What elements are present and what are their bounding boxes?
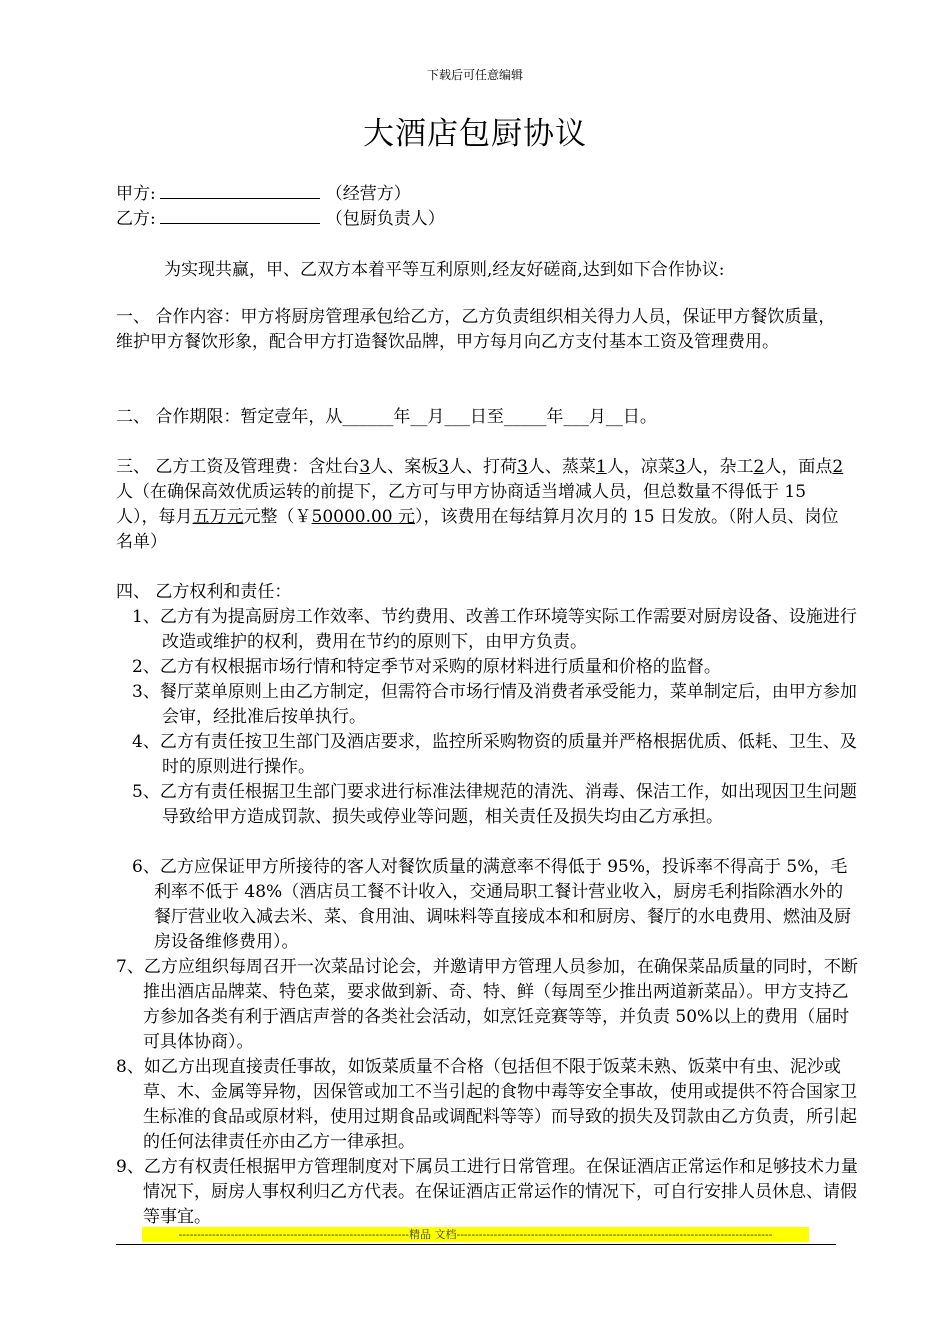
header-note: 下载后可任意编辑 bbox=[426, 68, 523, 82]
party-b-label: 乙方: bbox=[116, 209, 156, 229]
party-a-blank bbox=[160, 181, 320, 199]
party-a-line bbox=[116, 181, 411, 205]
section-2: 二、 合作期限：暂定壹年，从______年__月___日至_____年___月__日。 bbox=[116, 407, 657, 427]
document-title: 大酒店包厨协议 bbox=[363, 116, 587, 152]
rights-item-4: 4、乙方有责任按卫生部门及酒店要求，监控所采购物资的质量并严格根据优质、低耗、卫生、及时的原则进行操作。 bbox=[132, 732, 857, 777]
party-b-line bbox=[116, 206, 445, 230]
section-1: 一、 合作内容：甲方将厨房管理承包给乙方，乙方负责组织相关得力人员，保证甲方餐饮质量，维护甲方餐饮形象，配合甲方打造餐饮品牌，甲方每月向乙方支付基本工资及管理费用。 bbox=[116, 307, 836, 352]
footer-divider bbox=[116, 1244, 836, 1245]
footer-watermark-bar: --------------------------------------------------------------精品 文档------------------------------------------------------------------------------------- bbox=[142, 1227, 809, 1242]
rights-item-7: 7、乙方应组织每周召开一次菜品讨论会，并邀请甲方管理人员参加，在确保菜品质量的同时，不断推出酒店品牌菜、特色菜，要求做到新、奇、特、鲜（每周至少推出两道新菜品）。甲方支持乙方参加各类有利于酒店声誉的各类社会活动，如烹饪竞赛等等，并负责 50%以上的费用（届时可具体协商）。 bbox=[116, 957, 858, 1052]
rights-item-9: 9、乙方有权责任根据甲方管理制度对下属员工进行日常管理。在保证酒店正常运作和足够技术力量情况下，厨房人事权利归乙方代表。在保证酒店正常运作的情况下，可自行安排人员休息、请假等事宜。 bbox=[116, 1157, 858, 1227]
rights-item-5: 5、乙方有责任根据卫生部门要求进行标准法律规范的清洗、消毒、保洁工作，如出现因卫生问题导致给甲方造成罚款、损失或停业等问题，相关责任及损失均由乙方承担。 bbox=[132, 782, 857, 827]
rights-item-6: 6、乙方应保证甲方所接待的客人对餐饮质量的满意率不得低于 95%，投诉率不得高于 5%，毛利率不低于 48%（酒店员工餐不计收入，交通局职工餐计营业收入，厨房毛利指除酒水外的餐厅营业收入减去米、菜、食用油、调味料等直接成本和和厨房、餐厅的水电费用、燃油及厨房设备维修费用）。 bbox=[132, 857, 851, 952]
section-3: 三、 乙方工资及管理费：含灶台3人、案板3人、打荷3人、蒸菜1人，凉菜3人，杂工2人，面点2人（在确保高效优质运转的前提下，乙方可与甲方协商适当增减人员，但总数量不得低于 15 人），每月五万元元整（￥50000.00 元），该费用在每结算月次月的 15 日发放。（附人员、岗位名单） bbox=[116, 457, 844, 552]
party-a-role: （经营方） bbox=[325, 184, 411, 204]
rights-item-8: 8、如乙方出现直接责任事故，如饭菜质量不合格（包括但不限于饭菜未熟、饭菜中有虫、泥沙或草、木、金属等异物，因保管或加工不当引起的食物中毒等安全事故，使用或提供不符合国家卫生标准的食品或原材料，使用过期食品或调配料等等）而导致的损失及罚款由乙方负责，所引起的任何法律责任亦由乙方一律承担。 bbox=[116, 1057, 857, 1152]
rights-item-2: 2、乙方有权根据市场行情和特定季节对采购的原材料进行质量和价格的监督。 bbox=[132, 657, 721, 677]
section-4-heading: 四、 乙方权利和责任： bbox=[116, 582, 292, 602]
rights-item-1: 1、乙方有为提高厨房工作效率、节约费用、改善工作环境等实际工作需要对厨房设备、设施进行改造或维护的权利，费用在节约的原则下，由甲方负责。 bbox=[132, 607, 857, 652]
rights-item-3: 3、餐厅菜单原则上由乙方制定，但需符合市场行情及消费者承受能力，菜单制定后，由甲方参加会审，经批准后按单执行。 bbox=[132, 682, 857, 727]
party-b-blank bbox=[160, 206, 320, 224]
party-a-label: 甲方: bbox=[116, 184, 156, 204]
party-b-role: （包厨负责人） bbox=[325, 209, 445, 229]
intro-paragraph: 为实现共赢，甲、乙双方本着平等互利原则,经友好磋商,达到如下合作协议: bbox=[164, 260, 725, 280]
